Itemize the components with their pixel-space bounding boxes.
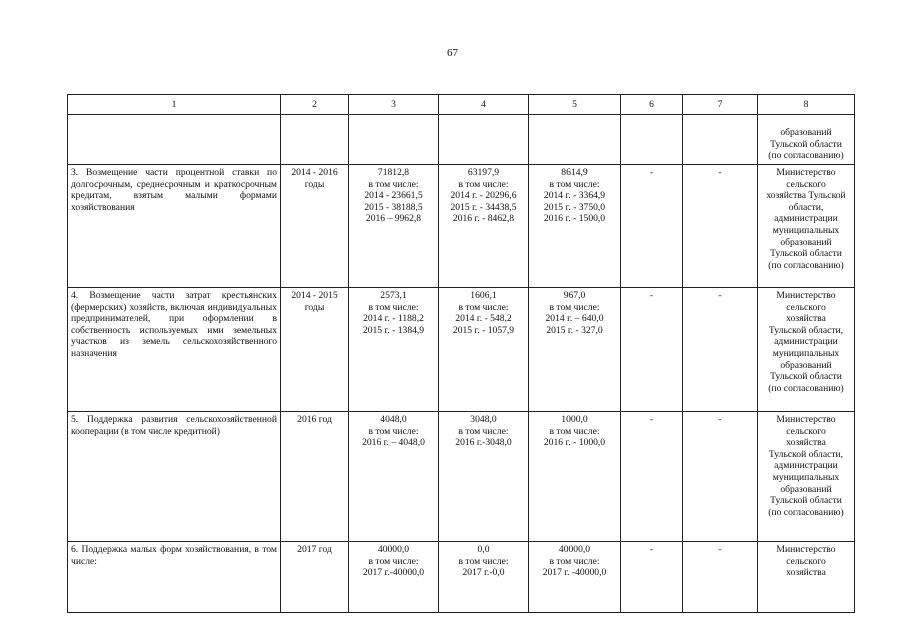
cell-line: годы xyxy=(304,301,325,313)
cell-line: в том числе: xyxy=(368,301,419,313)
period-cell xyxy=(281,165,349,288)
cell-line: 40000,0 xyxy=(377,544,410,555)
cell-line: в том числе: xyxy=(549,555,600,567)
cell-line: Министерство xyxy=(776,167,836,178)
empty-cell xyxy=(281,115,349,165)
funding-col4-cell xyxy=(439,165,529,288)
funding-col7-cell: - xyxy=(683,542,758,613)
column-number: 4 xyxy=(439,95,529,115)
empty-cell xyxy=(621,115,683,165)
period-cell xyxy=(281,288,349,412)
funding-col7-cell: - xyxy=(683,288,758,412)
cell-line: 4048,0 xyxy=(380,414,407,425)
cell-line: Тульской области xyxy=(770,248,842,260)
cell-line: администрации xyxy=(774,213,838,225)
cell-line: 1000,0 xyxy=(561,414,588,425)
column-number: 1 xyxy=(68,95,281,115)
empty-cell xyxy=(683,115,758,165)
cell-line: 2014 - 2016 xyxy=(291,167,338,178)
cell-line: 2015 г. - 3750,0 xyxy=(543,201,606,213)
column-number: 5 xyxy=(529,95,621,115)
cell-line: годы xyxy=(304,178,325,190)
measure-name-cell: 3. Возмещение части процентной ставки по долгосрочным, среднесрочным и краткосрочным кредитам, взятым малыми формами хозяйствования xyxy=(68,165,281,288)
measure-row xyxy=(68,288,855,412)
executor-cell xyxy=(758,165,855,288)
executor-cell xyxy=(758,412,855,542)
cell-line: в том числе: xyxy=(549,301,600,313)
cell-line: хозяйства xyxy=(786,567,826,579)
cell-line: 2014 г. - 548,2 xyxy=(455,313,512,325)
cell-line: 2016 год xyxy=(297,414,332,425)
executor-line: образований xyxy=(780,127,832,139)
cell-line: 2015 г. - 1057,9 xyxy=(452,324,515,336)
funding-col5-cell xyxy=(529,412,621,542)
cell-line: 2573,1 xyxy=(380,290,407,301)
cell-line: (по согласованию) xyxy=(768,506,844,518)
cell-line: 2017 г.-40000,0 xyxy=(362,567,425,579)
cell-line: 1606,1 xyxy=(470,290,497,301)
cell-line: 2016 г.-3048,0 xyxy=(455,437,512,449)
column-number: 2 xyxy=(281,95,349,115)
funding-col5-cell xyxy=(529,288,621,412)
cell-line: 40000,0 xyxy=(558,544,591,555)
measure-name-cell: 6. Поддержка малых форм хозяйствования, в том числе: xyxy=(68,542,281,613)
measure-row xyxy=(68,165,855,288)
cell-line: хозяйства Тульской xyxy=(766,190,846,202)
funding-col7-cell: - xyxy=(683,165,758,288)
cell-line: 2016 г. - 1000,0 xyxy=(543,437,606,449)
cell-line: муниципальных xyxy=(772,471,840,483)
executor-line: (по согласованию) xyxy=(768,150,844,162)
cell-line: сельского xyxy=(786,301,826,313)
cell-line: 3048,0 xyxy=(470,414,497,425)
cell-line: в том числе: xyxy=(368,425,419,437)
empty-cell xyxy=(439,115,529,165)
cell-line: 2014 г. - 3364,9 xyxy=(543,190,606,202)
cell-line: 2015 г. - 34438,5 xyxy=(450,201,517,213)
funding-col6-cell: - xyxy=(621,288,683,412)
funding-col3-cell xyxy=(349,165,439,288)
empty-cell xyxy=(529,115,621,165)
cell-line: области, xyxy=(788,201,824,213)
funding-col4-cell xyxy=(439,542,529,613)
funding-col3-cell xyxy=(349,542,439,613)
cell-line: 2014 г. – 640,0 xyxy=(545,313,604,325)
cell-line: 63197,9 xyxy=(467,167,500,178)
cell-line: Министерство xyxy=(776,544,836,555)
column-number: 6 xyxy=(621,95,683,115)
cell-line: 2014 г. - 1188,2 xyxy=(363,313,424,325)
executor-cell xyxy=(758,288,855,412)
cell-line: хозяйства xyxy=(786,437,826,449)
measure-row xyxy=(68,412,855,542)
funding-col6-cell: - xyxy=(621,412,683,542)
cell-line: Тульской области, xyxy=(768,448,844,460)
cell-line: 2016 г. - 8462,8 xyxy=(452,213,515,225)
column-number-row xyxy=(68,95,855,115)
cell-line: 2017 г. -40000,0 xyxy=(542,567,607,579)
empty-cell xyxy=(349,115,439,165)
cell-line: Тульской области, xyxy=(768,324,844,336)
measure-name-cell: 5. Поддержка развития сельскохозяйственной кооперации (в том числе кредитной) xyxy=(68,412,281,542)
measure-name-cell: 4. Возмещение части затрат крестьянских (фермерских) хозяйств, включая индивидуальных предпринимателей, при оформлении в собственность используемых ими земельных участков из земель сельскохозяйственного назначения xyxy=(68,288,281,412)
cell-line: 2017 год xyxy=(297,544,332,555)
cell-line: 2017 г.-0,0 xyxy=(462,567,505,579)
cell-line: сельского xyxy=(786,555,826,567)
funding-col3-cell xyxy=(349,412,439,542)
cell-line: в том числе: xyxy=(458,178,509,190)
cell-line: администрации xyxy=(774,460,838,472)
executor-line: Тульской области xyxy=(770,138,842,150)
column-number: 3 xyxy=(349,95,439,115)
cell-line: (по согласованию) xyxy=(768,382,844,394)
cell-line: 71812,8 xyxy=(377,167,410,178)
cell-line: в том числе: xyxy=(549,425,600,437)
cell-line: 2014 - 2015 xyxy=(291,290,338,301)
page-number: 67 xyxy=(447,47,458,59)
cell-line: 2014 г. - 20296,6 xyxy=(450,190,517,202)
cell-line: сельского xyxy=(786,178,826,190)
cell-line: сельского xyxy=(786,425,826,437)
cell-line: 967,0 xyxy=(563,290,586,301)
cell-line: в том числе: xyxy=(368,178,419,190)
cell-line: 2014 - 23661,5 xyxy=(364,190,423,202)
period-cell xyxy=(281,542,349,613)
cell-line: в том числе: xyxy=(458,555,509,567)
column-number: 7 xyxy=(683,95,758,115)
cell-line: 2016 г. - 1500,0 xyxy=(543,213,606,225)
cell-line: 2016 – 9962,8 xyxy=(365,213,422,225)
cell-line: Тульской области xyxy=(770,371,842,383)
funding-col4-cell xyxy=(439,412,529,542)
cell-line: 2016 г. – 4048,0 xyxy=(362,437,425,449)
funding-col5-cell xyxy=(529,165,621,288)
cell-line: 2015 г. - 327,0 xyxy=(546,324,603,336)
executor-cell xyxy=(758,115,855,165)
cell-line: в том числе: xyxy=(458,425,509,437)
program-measures-table xyxy=(67,94,855,613)
cell-line: администрации xyxy=(774,336,838,348)
funding-col6-cell: - xyxy=(621,165,683,288)
cell-line: в том числе: xyxy=(549,178,600,190)
cell-line: муниципальных xyxy=(772,347,840,359)
measure-row xyxy=(68,542,855,613)
cell-line: 8614,9 xyxy=(561,167,588,178)
cell-line: хозяйства xyxy=(786,313,826,325)
cell-line: образований xyxy=(780,483,832,495)
period-cell xyxy=(281,412,349,542)
cell-line: в том числе: xyxy=(368,555,419,567)
funding-col4-cell xyxy=(439,288,529,412)
column-number: 8 xyxy=(758,95,855,115)
cell-line: Министерство xyxy=(776,414,836,425)
empty-cell xyxy=(68,115,281,165)
cell-line: образований xyxy=(780,359,832,371)
funding-col7-cell: - xyxy=(683,412,758,542)
funding-col5-cell xyxy=(529,542,621,613)
executor-cell xyxy=(758,542,855,613)
cell-line: 2015 - 38188,5 xyxy=(364,201,423,213)
cell-line: муниципальных xyxy=(772,224,840,236)
continuation-row xyxy=(68,115,855,165)
cell-line: 2015 г. - 1384,9 xyxy=(362,324,425,336)
cell-line: образований xyxy=(780,236,832,248)
funding-col6-cell: - xyxy=(621,542,683,613)
cell-line: Министерство xyxy=(776,290,836,301)
cell-line: в том числе: xyxy=(458,301,509,313)
cell-line: Тульской области xyxy=(770,495,842,507)
cell-line: (по согласованию) xyxy=(768,259,844,271)
cell-line: 0,0 xyxy=(477,544,490,555)
funding-col3-cell xyxy=(349,288,439,412)
